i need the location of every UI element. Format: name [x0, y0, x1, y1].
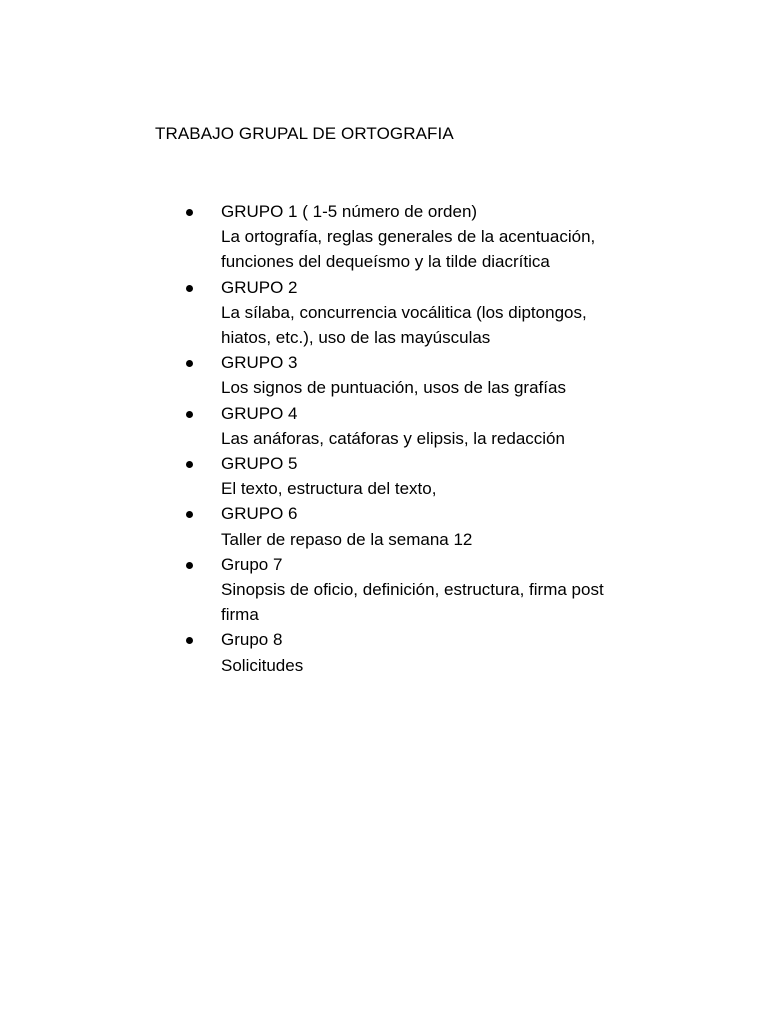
group-topics: Sinopsis de oficio, definición, estructura, firma post firma — [221, 580, 604, 625]
group-item-3 — [221, 350, 641, 400]
group-item-2 — [221, 275, 641, 351]
group-topics: Taller de repaso de la semana 12 — [221, 529, 473, 549]
group-topics: Las anáforas, catáforas y elipsis, la redacción — [221, 428, 565, 448]
group-name: GRUPO 6 — [221, 504, 298, 524]
bullet-icon — [186, 209, 193, 216]
bullet-icon — [186, 360, 193, 367]
group-topics: El texto, estructura del texto, — [221, 479, 437, 499]
bullet-icon — [186, 411, 193, 418]
bullet-icon — [186, 511, 193, 518]
group-topics: La ortografía, reglas generales de la acentuación, funciones del dequeísmo y la tilde diacrítica — [221, 227, 596, 272]
bullet-icon — [186, 562, 193, 569]
group-item-1 — [221, 199, 641, 275]
group-topics: Solicitudes — [221, 655, 304, 675]
group-topics: La sílaba, concurrencia vocálitica (los diptongos, hiatos, etc.), uso de las mayúsculas — [221, 302, 587, 348]
group-item-7 — [221, 552, 641, 628]
group-item-4 — [221, 401, 641, 451]
group-item-6 — [221, 501, 641, 551]
group-item-5 — [221, 451, 641, 501]
group-name: GRUPO 3 — [221, 353, 298, 373]
group-name: GRUPO 4 — [221, 403, 298, 423]
document-title: TRABAJO GRUPAL DE ORTOGRAFIA — [155, 124, 454, 143]
group-name: GRUPO 2 — [221, 277, 298, 297]
group-list — [221, 199, 641, 678]
bullet-icon — [186, 285, 193, 292]
group-item-8 — [221, 627, 641, 677]
bullet-icon — [186, 637, 193, 644]
group-name: GRUPO 1 ( 1-5 número de orden) — [221, 202, 478, 221]
group-name: Grupo 8 — [221, 630, 283, 650]
group-name: GRUPO 5 — [221, 454, 298, 474]
bullet-icon — [186, 461, 193, 468]
group-name: Grupo 7 — [221, 554, 283, 574]
group-topics: Los signos de puntuación, usos de las grafías — [221, 378, 566, 398]
